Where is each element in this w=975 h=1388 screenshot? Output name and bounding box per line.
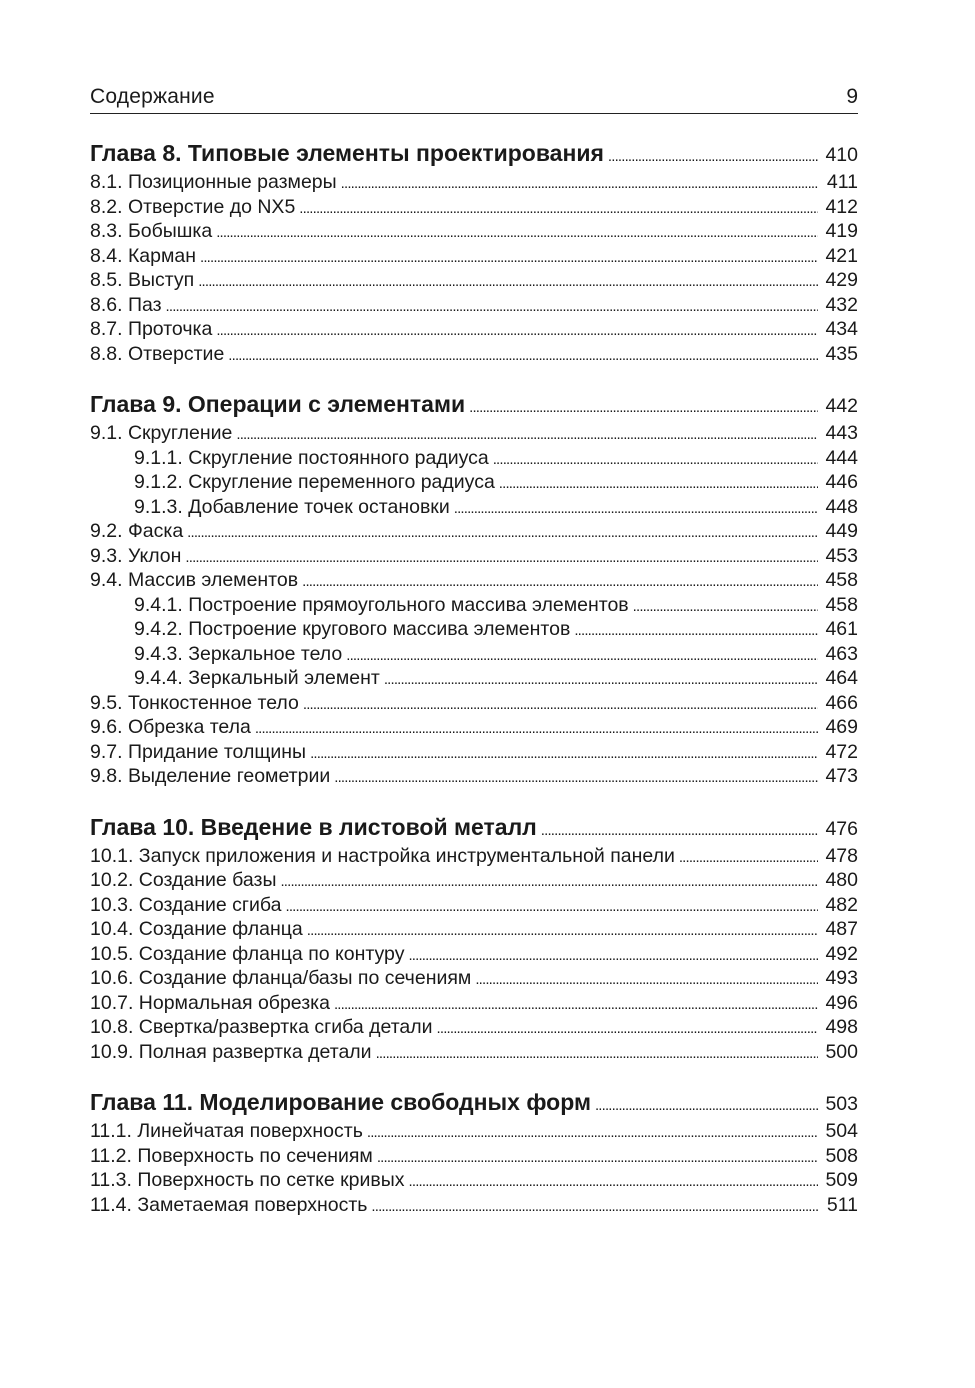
toc-entry-page: 480 xyxy=(825,869,858,891)
toc-entry-page: 432 xyxy=(825,293,858,316)
dot-leader xyxy=(469,399,818,416)
toc-entry-label: 11.3. Поверхность по сетке кривых xyxy=(90,1169,405,1191)
toc-entry-label: 11.2. Поверхность по сечениям xyxy=(90,1144,373,1167)
toc-entry[interactable] xyxy=(90,1194,858,1219)
toc-entry[interactable] xyxy=(90,765,858,790)
dot-leader xyxy=(185,549,818,566)
dot-leader xyxy=(608,148,818,165)
toc-entry-label: 8.7. Проточка xyxy=(90,318,213,340)
toc-entry[interactable] xyxy=(90,716,858,741)
toc-entry-label: 10.8. Свертка/развертка сгиба детали xyxy=(90,1016,433,1038)
toc-entry-label: 9.4. Массив элементов xyxy=(90,569,299,591)
toc-entry-page: 478 xyxy=(825,844,858,867)
dot-leader xyxy=(334,769,818,786)
toc-entry-page: 473 xyxy=(825,765,858,787)
dot-leader xyxy=(499,475,818,492)
chapter-heading-page: 442 xyxy=(825,395,858,417)
chapter-heading-label: Глава 10. Введение в листовой металл xyxy=(90,813,537,840)
toc-entry[interactable] xyxy=(90,918,858,943)
toc-entry-label: 10.3. Создание сгиба xyxy=(90,893,282,916)
toc-entry-page: 446 xyxy=(825,471,858,493)
toc-entry-label: 10.4. Создание фланца xyxy=(90,918,303,940)
toc-entry[interactable] xyxy=(90,1041,858,1066)
toc-entry-page: 461 xyxy=(825,618,858,640)
toc-entry-label: 9.3. Уклон xyxy=(90,544,182,567)
dot-leader xyxy=(228,347,818,364)
toc-entry-page: 466 xyxy=(825,691,858,714)
toc-entry-page: 509 xyxy=(825,1169,858,1191)
toc-entry-label: 9.1.1. Скругление постоянного радиуса xyxy=(134,446,489,469)
toc-entry[interactable] xyxy=(90,447,858,472)
chapter-heading-label: Глава 9. Операции с элементами xyxy=(90,391,466,417)
toc-entry-page: 493 xyxy=(825,967,858,989)
toc-entry-label: 9.5. Тонкостенное тело xyxy=(90,691,299,714)
toc-entry[interactable] xyxy=(90,269,858,294)
dot-leader xyxy=(541,822,818,839)
dot-leader xyxy=(310,745,818,762)
toc-entry[interactable] xyxy=(90,422,858,447)
toc-entry-label: 11.1. Линейчатая поверхность xyxy=(90,1120,363,1142)
toc-entry-page: 444 xyxy=(825,446,858,469)
toc-entry-page: 492 xyxy=(825,942,858,965)
dot-leader xyxy=(299,200,818,217)
toc-entry-page: 482 xyxy=(825,893,858,916)
dot-leader xyxy=(574,622,818,639)
dot-leader xyxy=(454,500,818,517)
toc-entry-label: 10.7. Нормальная обрезка xyxy=(90,991,330,1014)
toc-entry[interactable] xyxy=(90,220,858,245)
dot-leader xyxy=(679,849,818,866)
dot-leader xyxy=(384,671,818,688)
toc-entry[interactable] xyxy=(90,343,858,368)
dot-leader xyxy=(302,573,818,590)
toc-entry-label: 8.1. Позиционные размеры xyxy=(90,171,337,193)
toc-entry-label: 10.2. Создание базы xyxy=(90,869,277,891)
toc-entry-label: 9.4.3. Зеркальное тело xyxy=(134,642,343,665)
chapter-heading[interactable] xyxy=(90,1089,858,1120)
toc-entry-label: 10.1. Запуск приложения и настройка инструментальной панели xyxy=(90,844,675,867)
toc-entry[interactable] xyxy=(90,1169,858,1194)
dot-leader xyxy=(166,298,818,315)
dot-leader xyxy=(187,524,818,541)
toc-entry-label: 8.8. Отверстие xyxy=(90,342,225,365)
toc-entry[interactable] xyxy=(90,667,858,692)
toc-entry-label: 10.6. Создание фланца/базы по сечениям xyxy=(90,967,472,989)
toc-entry[interactable] xyxy=(90,643,858,668)
toc-entry-label: 9.7. Придание толщины xyxy=(90,740,307,763)
dot-leader xyxy=(303,696,818,713)
toc-entry-label: 9.1.3. Добавление точек остановки xyxy=(134,495,450,518)
toc-entry[interactable] xyxy=(90,894,858,919)
toc-entry[interactable] xyxy=(90,471,858,496)
dot-leader xyxy=(346,647,818,664)
toc-entry-label: 11.4. Заметаемая поверхность xyxy=(90,1193,368,1216)
running-header-title: Содержание xyxy=(90,85,215,108)
dot-leader xyxy=(200,249,818,266)
toc-entry[interactable] xyxy=(90,1016,858,1041)
running-header xyxy=(90,84,858,114)
chapter-section xyxy=(90,140,858,367)
toc-entry[interactable] xyxy=(90,245,858,270)
toc-entry-page: 498 xyxy=(825,1016,858,1038)
dot-leader xyxy=(475,971,818,988)
toc-entry[interactable] xyxy=(90,1120,858,1145)
toc-entry-label: 9.4.4. Зеркальный элемент xyxy=(134,667,380,689)
dot-leader xyxy=(493,451,818,468)
toc-entry[interactable] xyxy=(90,496,858,521)
toc-entry[interactable] xyxy=(90,943,858,968)
toc-entry-label: 10.5. Создание фланца по контуру xyxy=(90,942,405,965)
toc-entry-page: 487 xyxy=(825,918,858,940)
dot-leader xyxy=(437,1020,818,1037)
toc-entry[interactable] xyxy=(90,618,858,643)
toc-entry-label: 9.2. Фаска xyxy=(90,520,184,542)
toc-entry[interactable] xyxy=(90,520,858,545)
toc-entry-page: 435 xyxy=(825,342,858,365)
dot-leader xyxy=(371,1198,818,1215)
toc-entry[interactable] xyxy=(90,869,858,894)
toc-entry-page: 508 xyxy=(825,1144,858,1167)
dot-leader xyxy=(198,273,818,290)
page-number: 9 xyxy=(846,85,858,108)
toc-entry-label: 9.8. Выделение геометрии xyxy=(90,765,331,787)
dot-leader xyxy=(216,224,818,241)
toc-entry-page: 412 xyxy=(825,195,858,218)
dot-leader xyxy=(633,598,818,615)
dot-leader xyxy=(377,1149,818,1166)
toc-entry-page: 496 xyxy=(825,991,858,1014)
toc-entry-label: 8.6. Паз xyxy=(90,293,162,316)
chapter-heading[interactable] xyxy=(90,391,858,422)
toc-entry[interactable] xyxy=(90,196,858,221)
toc-entry[interactable] xyxy=(90,594,858,619)
dot-leader xyxy=(595,1097,818,1114)
toc-entry-page: 419 xyxy=(825,220,858,242)
toc-entry-page: 421 xyxy=(825,244,858,267)
toc-entry[interactable] xyxy=(90,171,858,196)
toc-entry-page: 453 xyxy=(825,544,858,567)
toc-entry-label: 10.9. Полная развертка детали xyxy=(90,1040,372,1063)
toc-entry-label: 9.6. Обрезка тела xyxy=(90,716,251,738)
toc-entry-page: 449 xyxy=(825,520,858,542)
toc-entry[interactable] xyxy=(90,992,858,1017)
toc-entry-page: 500 xyxy=(825,1040,858,1063)
toc-entry-page: 511 xyxy=(826,1193,858,1216)
dot-leader xyxy=(285,898,818,915)
chapter-heading-label: Глава 8. Типовые элементы проектирования xyxy=(90,140,604,166)
chapter-section xyxy=(90,814,858,1066)
toc-entry-label: 8.3. Бобышка xyxy=(90,220,213,242)
chapter-heading-page: 410 xyxy=(825,144,858,166)
toc-entry-label: 9.4.2. Построение кругового массива элементов xyxy=(134,618,571,640)
toc-entry-label: 8.2. Отверстие до NX5 xyxy=(90,195,296,218)
dot-leader xyxy=(408,947,818,964)
dot-leader xyxy=(280,873,818,890)
toc-entry-page: 469 xyxy=(825,716,858,738)
chapter-heading-label: Глава 11. Моделирование свободных форм xyxy=(90,1089,591,1115)
toc-entry-page: 504 xyxy=(825,1120,858,1142)
toc-entry-page: 411 xyxy=(826,171,858,193)
toc-entry-page: 463 xyxy=(825,642,858,665)
toc-entry-page: 458 xyxy=(825,569,858,591)
dot-leader xyxy=(376,1045,818,1062)
toc-entry-page: 464 xyxy=(825,667,858,689)
toc-entry[interactable] xyxy=(90,741,858,766)
toc-entry[interactable] xyxy=(90,545,858,570)
toc-entry-label: 8.5. Выступ xyxy=(90,269,195,291)
toc-entry[interactable] xyxy=(90,1145,858,1170)
toc-entry-label: 8.4. Карман xyxy=(90,244,197,267)
table-of-contents xyxy=(90,140,858,1242)
dot-leader xyxy=(216,322,818,339)
chapter-heading[interactable] xyxy=(90,140,858,171)
chapter-heading-page: 503 xyxy=(825,1093,858,1115)
toc-entry-label: 9.1.2. Скругление переменного радиуса xyxy=(134,471,495,493)
chapter-section xyxy=(90,391,858,790)
chapter-heading[interactable] xyxy=(90,814,858,845)
dot-leader xyxy=(255,720,818,737)
chapter-heading-page: 476 xyxy=(825,817,858,840)
toc-entry-page: 429 xyxy=(825,269,858,291)
chapter-section xyxy=(90,1089,858,1218)
toc-entry[interactable] xyxy=(90,845,858,870)
dot-leader xyxy=(409,1173,818,1190)
toc-entry-page: 458 xyxy=(825,593,858,616)
toc-entry[interactable] xyxy=(90,318,858,343)
toc-entry-label: 9.4.1. Построение прямоугольного массива элементов xyxy=(134,593,629,616)
toc-entry[interactable] xyxy=(90,692,858,717)
dot-leader xyxy=(341,175,818,192)
dot-leader xyxy=(334,996,818,1013)
toc-entry[interactable] xyxy=(90,569,858,594)
toc-entry[interactable] xyxy=(90,967,858,992)
toc-entry-page: 448 xyxy=(825,495,858,518)
toc-entry-page: 434 xyxy=(825,318,858,340)
toc-entry-label: 9.1. Скругление xyxy=(90,422,233,444)
dot-leader xyxy=(307,922,818,939)
toc-entry[interactable] xyxy=(90,294,858,319)
toc-entry-page: 472 xyxy=(825,740,858,763)
toc-entry-page: 443 xyxy=(825,422,858,444)
dot-leader xyxy=(367,1124,818,1141)
dot-leader xyxy=(236,426,818,443)
